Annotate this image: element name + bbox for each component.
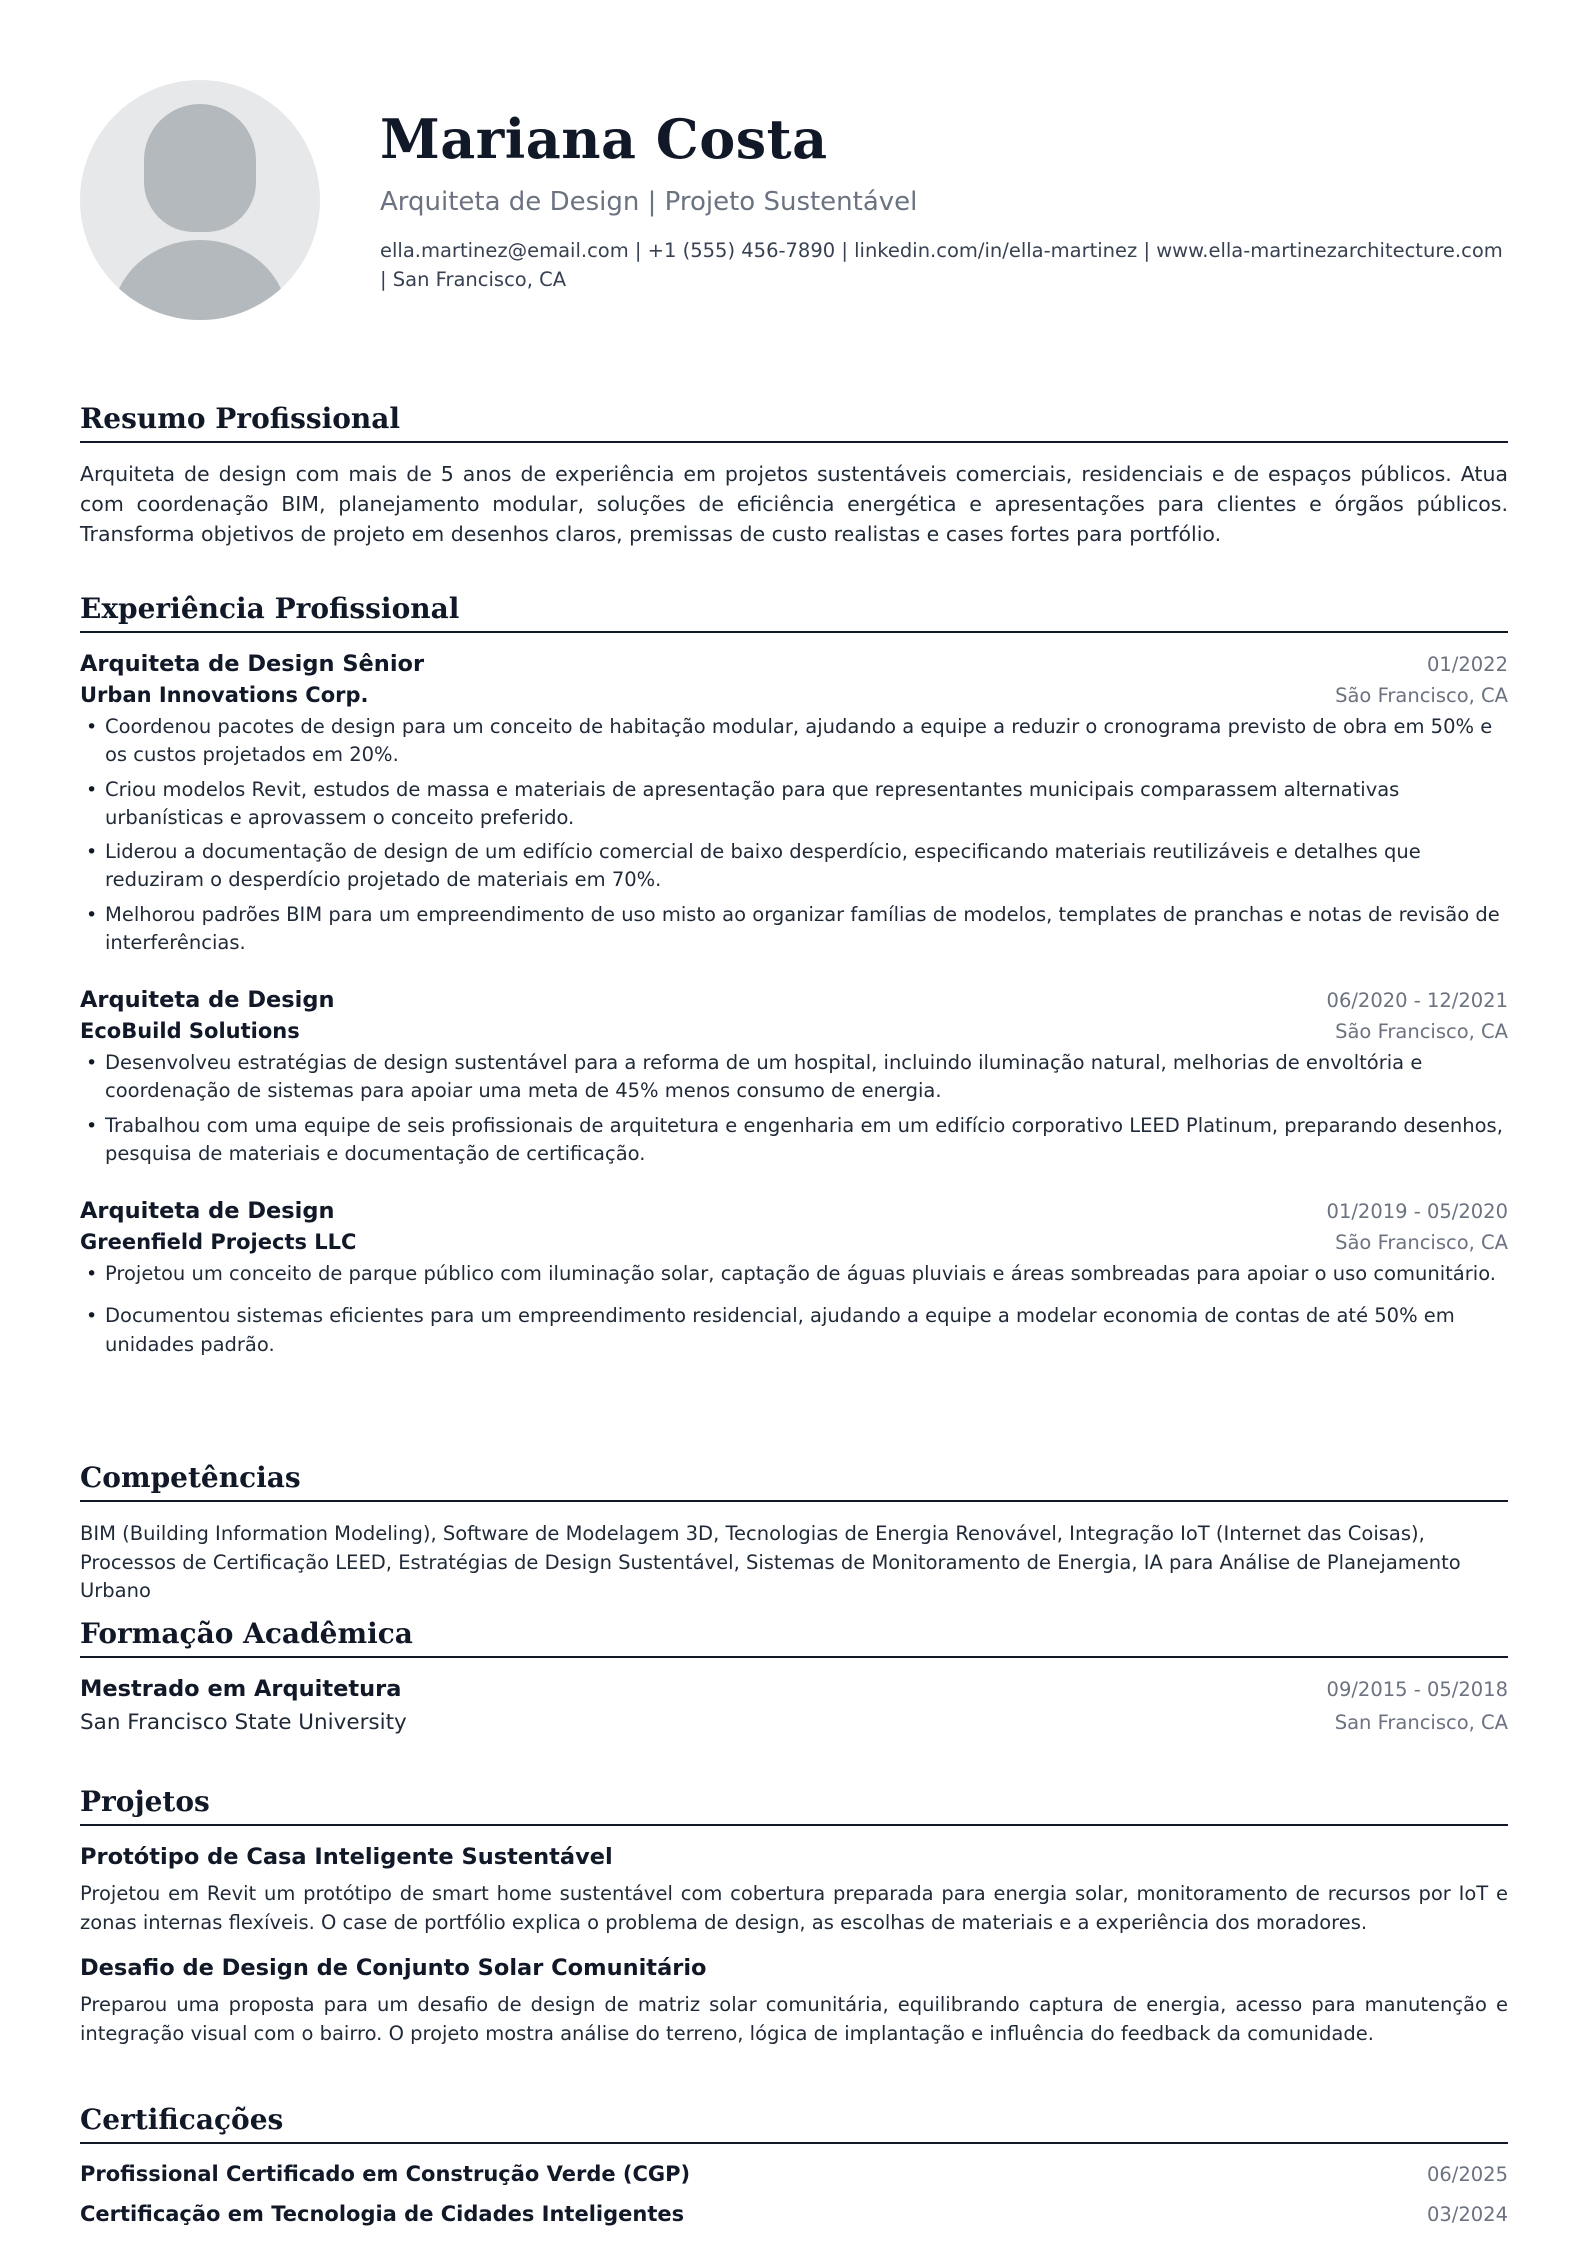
section-title-summary: Resumo Profissional bbox=[80, 402, 1508, 443]
job-company: EcoBuild Solutions bbox=[80, 1019, 300, 1044]
skills-text: BIM (Building Information Modeling), Software de Modelagem 3D, Tecnologias de Energia Renovável, Integração IoT (Internet das Coisas), Processos de Certificação LEED, Estratégias de Design Sustentável, Sistemas de Monitoramento de Energia, IA para Análise de Planejamento Urbano bbox=[80, 1522, 1461, 1603]
certification-item bbox=[80, 2202, 1508, 2226]
job-location: São Francisco, CA bbox=[1335, 1231, 1508, 1255]
project-title: Desafio de Design de Conjunto Solar Comunitário bbox=[80, 1955, 707, 1982]
candidate-headline: Arquiteta de Design | Projeto Sustentável bbox=[380, 187, 918, 218]
section-title-experience: Experiência Profissional bbox=[80, 592, 1508, 633]
certification-name: Profissional Certificado em Construção Verde (CGP) bbox=[80, 2162, 691, 2186]
job-bullet: • Projetou um conceito de parque público com iluminação solar, captação de águas pluviais e áreas sombreadas para apoiar o uso comunitário. bbox=[80, 1260, 1508, 1288]
contact-info: ella.martinez@email.com | +1 (555) 456-7890 | linkedin.com/in/ella-martinez | www.ella-martinezarchitecture.com | San Francisco, CA bbox=[380, 239, 1503, 291]
header-text bbox=[380, 107, 1508, 294]
project-entry bbox=[80, 1955, 1508, 2048]
certification-name: Certificação em Tecnologia de Cidades Inteligentes bbox=[80, 2202, 685, 2226]
job-bullet: • Liderou a documentação de design de um edifício comercial de baixo desperdício, especificando materiais reutilizáveis e detalhes que reduziram o desperdício projetado de materiais em 70%. bbox=[80, 838, 1508, 895]
summary-text: Arquiteta de design com mais de 5 anos de experiência em projetos sustentáveis comerciais, residenciais e de espaços públicos. Atua com coordenação BIM, planejamento modular, soluções de eficiência energética e apresentações para clientes e órgãos públicos. Transforma objetivos de projeto em desenhos claros, premissas de custo realistas e cases fortes para portfólio. bbox=[80, 462, 1508, 547]
job-date: 06/2020 - 12/2021 bbox=[1326, 989, 1508, 1013]
job-company: Greenfield Projects LLC bbox=[80, 1230, 357, 1255]
job-role: Arquiteta de Design bbox=[80, 987, 335, 1014]
job-role: Arquiteta de Design Sênior bbox=[80, 651, 425, 677]
job-date: 01/2019 - 05/2020 bbox=[1326, 1200, 1508, 1224]
section-title-education: Formação Acadêmica bbox=[80, 1617, 1508, 1658]
certification-date: 03/2024 bbox=[1426, 2203, 1508, 2226]
avatar-body-shape bbox=[112, 240, 288, 320]
job-bullets bbox=[80, 713, 1508, 957]
job-entry bbox=[80, 1198, 1508, 1359]
experience-section bbox=[80, 592, 1508, 1365]
skills-section bbox=[80, 1461, 1508, 1606]
job-entry bbox=[80, 987, 1508, 1168]
education-degree: Mestrado em Arquitetura bbox=[80, 1676, 402, 1702]
job-bullets bbox=[80, 1049, 1508, 1168]
avatar bbox=[80, 80, 320, 320]
job-bullet: • Melhorou padrões BIM para um empreendimento de uso misto ao organizar famílias de modelos, templates de pranchas e notas de revisão de interferências. bbox=[80, 901, 1508, 958]
job-bullets bbox=[80, 1260, 1508, 1359]
job-role: Arquiteta de Design bbox=[80, 1198, 335, 1225]
section-title-certifications: Certificações bbox=[80, 2103, 1508, 2144]
education-section bbox=[80, 1617, 1508, 1735]
projects-section bbox=[80, 1785, 1508, 2049]
job-entry bbox=[80, 651, 1508, 957]
job-bullet: • Criou modelos Revit, estudos de massa e materiais de apresentação para que representantes municipais comparassem alternativas urbanísticas e aprovassem o conceito preferido. bbox=[80, 776, 1508, 833]
project-entry bbox=[80, 1844, 1508, 1937]
education-date: 09/2015 - 05/2018 bbox=[1326, 1678, 1508, 1701]
project-description: Projetou em Revit um protótipo de smart home sustentável com cobertura preparada para energia solar, monitoramento de recursos por IoT e zonas internas flexíveis. O case de portfólio explica o problema de design, as escolhas de materiais e a experiência dos moradores. bbox=[80, 1882, 1508, 1934]
job-bullet: • Desenvolveu estratégias de design sustentável para a reforma de um hospital, incluindo iluminação natural, melhorias de envoltória e coordenação de sistemas para apoiar uma meta de 45% menos consumo de energia. bbox=[80, 1049, 1508, 1106]
section-title-skills: Competências bbox=[80, 1461, 1508, 1502]
job-location: São Francisco, CA bbox=[1335, 684, 1508, 707]
candidate-name: Mariana Costa bbox=[380, 107, 828, 171]
summary-section bbox=[80, 402, 1508, 549]
project-title: Protótipo de Casa Inteligente Sustentável bbox=[80, 1844, 613, 1870]
avatar-head-shape bbox=[144, 104, 256, 232]
job-bullet: • Trabalhou com uma equipe de seis profissionais de arquitetura e engenharia em um edifício corporativo LEED Platinum, preparando desenhos, pesquisa de materiais e documentação de certificação. bbox=[80, 1112, 1508, 1169]
job-location: São Francisco, CA bbox=[1335, 1020, 1508, 1044]
education-location: San Francisco, CA bbox=[1334, 1711, 1508, 1734]
project-description: Preparou uma proposta para um desafio de design de matriz solar comunitária, equilibrando captura de energia, acesso para manutenção e integração visual com o bairro. O projeto mostra análise do terreno, lógica de implantação e influência do feedback da comunidade. bbox=[80, 1993, 1508, 2045]
job-date: 01/2022 bbox=[1426, 653, 1508, 676]
education-school: San Francisco State University bbox=[80, 1710, 407, 1735]
job-bullet: • Documentou sistemas eficientes para um empreendimento residencial, ajudando a equipe a modelar economia de contas de até 50% em unidades padrão. bbox=[80, 1302, 1508, 1359]
resume-header bbox=[80, 80, 1508, 320]
certifications-section bbox=[80, 2103, 1508, 2226]
job-bullet: • Coordenou pacotes de design para um conceito de habitação modular, ajudando a equipe a reduzir o cronograma previsto de obra em 50% e os custos projetados em 20%. bbox=[80, 713, 1508, 770]
section-title-projects: Projetos bbox=[80, 1785, 1508, 1826]
certification-item bbox=[80, 2162, 1508, 2186]
certification-date: 06/2025 bbox=[1426, 2163, 1508, 2186]
job-company: Urban Innovations Corp. bbox=[80, 683, 369, 707]
